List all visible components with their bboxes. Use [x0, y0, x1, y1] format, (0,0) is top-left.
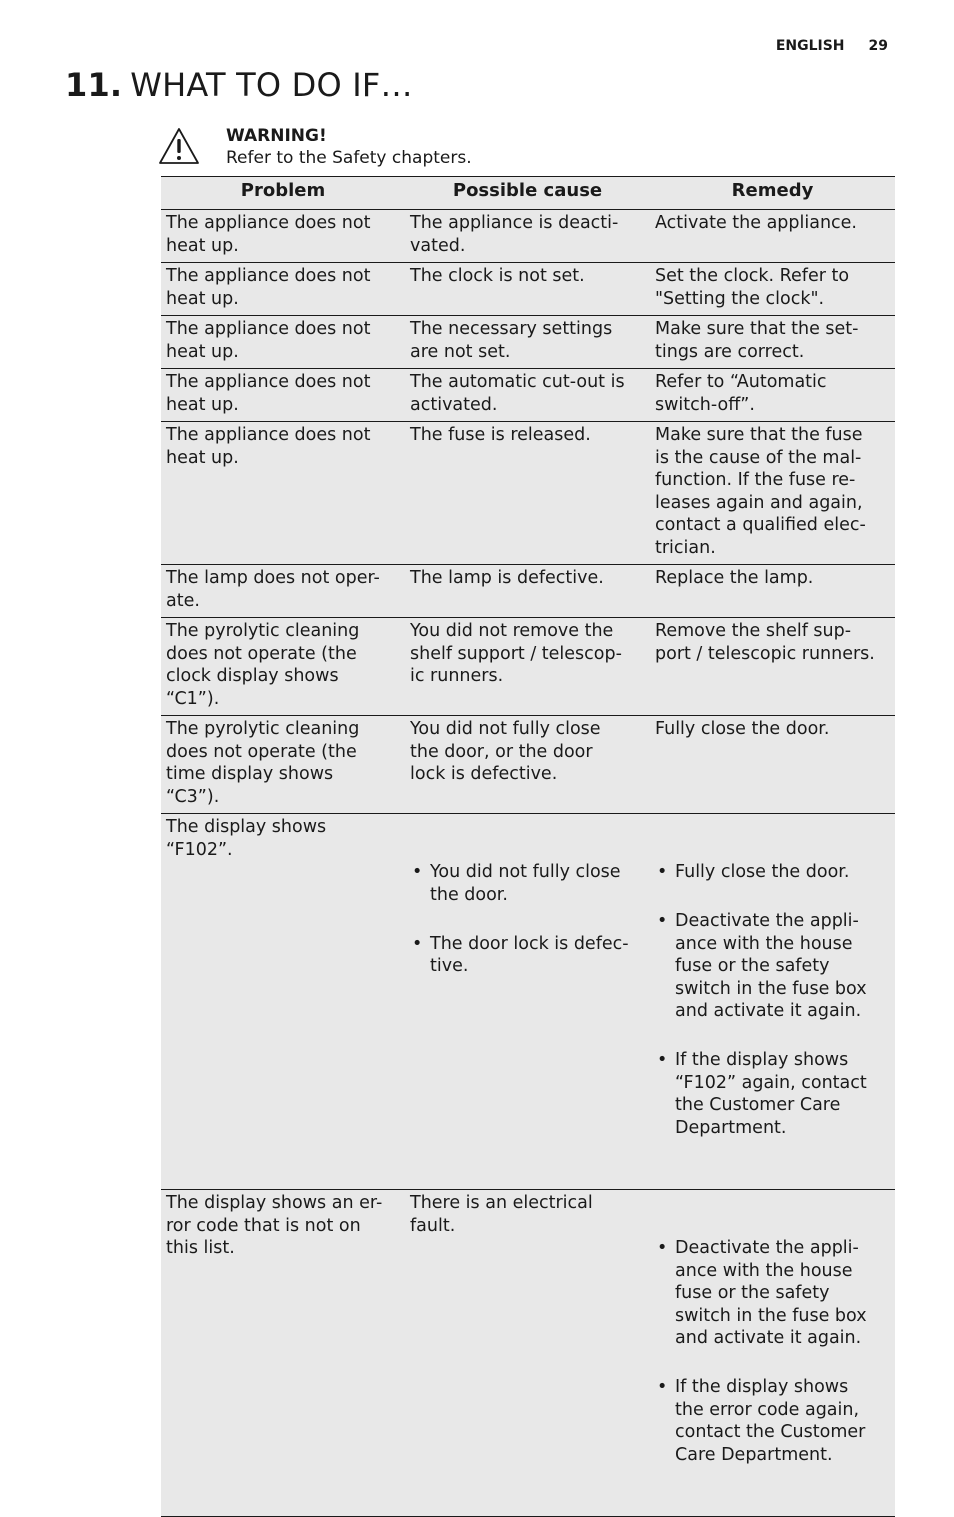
list-item: • If the display shows the error code again, contact the Customer Care Department.: [655, 1376, 889, 1466]
warning-message: Refer to the Safety chapters.: [226, 148, 472, 168]
cause-cell: [405, 814, 650, 1190]
table-row: [161, 316, 895, 369]
chapter-title: [65, 66, 413, 104]
remedy-cell: Replace the lamp.: [650, 565, 895, 618]
table-row: [161, 263, 895, 316]
list-item: • Deactivate the appli- ance with the house fuse or the safety switch in the fuse box and activate it again.: [655, 1237, 889, 1350]
problem-cell: The display shows “F102”.: [161, 814, 405, 1190]
cause-cell: The lamp is defective.: [405, 565, 650, 618]
remedy-cell: Refer to “Automatic switch-off”.: [650, 369, 895, 422]
table-row: [161, 565, 895, 618]
page-header: [776, 38, 888, 54]
problem-cell: The display shows an er- ror code that is not on this list.: [161, 1190, 405, 1517]
remedy-cell: Make sure that the set- tings are correct.: [650, 316, 895, 369]
column-header-problem: Problem: [161, 177, 405, 210]
chapter-title-text: WHAT TO DO IF…: [130, 66, 413, 104]
column-header-possible-cause: Possible cause: [405, 177, 650, 210]
chapter-number: 11.: [65, 66, 123, 104]
remedy-cell: Fully close the door.: [650, 716, 895, 814]
cause-cell: The necessary settings are not set.: [405, 316, 650, 369]
cause-cell: The clock is not set.: [405, 263, 650, 316]
list-item: • The door lock is defec- tive.: [410, 933, 644, 978]
problem-cell: The pyrolytic cleaning does not operate (the clock display shows “C1”).: [161, 618, 405, 716]
cause-cell: You did not fully close the door, or the door lock is defective.: [405, 716, 650, 814]
problem-cell: The appliance does not heat up.: [161, 369, 405, 422]
table-row: [161, 1190, 895, 1517]
cause-cell: The fuse is released.: [405, 422, 650, 565]
warning-title: WARNING!: [226, 126, 327, 146]
table-header-row: [161, 177, 895, 210]
cause-cell: The appliance is deacti- vated.: [405, 210, 650, 263]
troubleshooting-table: [161, 176, 895, 1517]
remedy-cell: [650, 1190, 895, 1517]
remedy-cell: [650, 814, 895, 1190]
language-label: ENGLISH: [775, 38, 845, 54]
remedy-cell: Set the clock. Refer to "Setting the clock".: [650, 263, 895, 316]
column-header-remedy: Remedy: [650, 177, 895, 210]
cause-cell: The automatic cut-out is activated.: [405, 369, 650, 422]
problem-cell: The appliance does not heat up.: [161, 316, 405, 369]
problem-cell: The lamp does not oper- ate.: [161, 565, 405, 618]
cause-cell: There is an electrical fault.: [405, 1190, 650, 1517]
table-row: [161, 618, 895, 716]
list-item: • If the display shows “F102” again, contact the Customer Care Department.: [655, 1049, 889, 1139]
warning-block: [226, 125, 472, 169]
cause-cell: You did not remove the shelf support / telescop- ic runners.: [405, 618, 650, 716]
table-row: [161, 814, 895, 1190]
list-item: • Deactivate the appli- ance with the house fuse or the safety switch in the fuse box and activate it again.: [655, 910, 889, 1023]
table-row: [161, 716, 895, 814]
problem-cell: The appliance does not heat up.: [161, 422, 405, 565]
problem-cell: The pyrolytic cleaning does not operate (the time display shows “C3”).: [161, 716, 405, 814]
remedy-list: [655, 839, 889, 1162]
list-item: • Fully close the door.: [655, 861, 889, 884]
warning-triangle-icon: [158, 127, 200, 165]
page-number: 29: [868, 38, 888, 54]
remedy-cell: Activate the appliance.: [650, 210, 895, 263]
table-row: [161, 369, 895, 422]
problem-cell: The appliance does not heat up.: [161, 263, 405, 316]
cause-list: [410, 839, 644, 1001]
list-item: • You did not fully close the door.: [410, 861, 644, 906]
table-row: [161, 210, 895, 263]
table-row: [161, 422, 895, 565]
remedy-cell: Make sure that the fuse is the cause of the mal- function. If the fuse re- leases again and again, contact a qualified elec- trician.: [650, 422, 895, 565]
remedy-cell: Remove the shelf sup- port / telescopic runners.: [650, 618, 895, 716]
problem-cell: The appliance does not heat up.: [161, 210, 405, 263]
